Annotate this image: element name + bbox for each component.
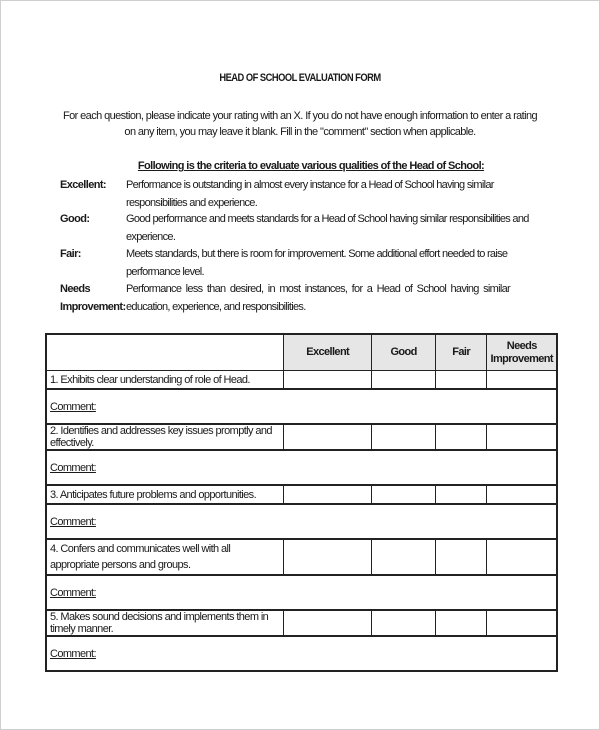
item-text: 5. Makes sound decisions and implements them in timely manner. [46,610,283,636]
header-needs-improvement [487,334,557,371]
rating-cell-fair[interactable] [435,539,487,575]
table-row-comment-5 [46,636,557,671]
table-row-item-4 [46,539,557,575]
comment-label: Comment: [50,515,96,528]
comment-label: Comment: [50,647,96,660]
header-needs-line1: Needs [506,339,537,352]
criteria-desc-good: Good performance and meets standards for a Head of School having similar responsibilities and experience. [126,213,529,243]
criteria-desc-fair: Meets standards, but there is room for improvement. Some additional effort needed to raise performance level. [126,248,508,278]
item-text: 3. Anticipates future problems and opportunities. [46,485,283,504]
rating-cell-good[interactable] [372,610,436,636]
comment-field[interactable] [46,636,557,671]
rating-cell-needs-improvement[interactable] [487,539,557,575]
criteria-label-excellent: Excellent: [60,179,106,191]
comment-label: Comment: [50,400,96,413]
form-instructions: For each question, please indicate your rating with an X. If you do not have enough information to enter a rating on any item, you may leave it blank. Fill in the "comment" section when applicable. [63,110,537,138]
criteria-label-line2: Improvement: [60,301,126,313]
comment-field[interactable] [46,450,557,485]
rating-cell-excellent[interactable] [283,539,371,575]
rating-cell-needs-improvement[interactable] [487,485,557,504]
comment-field[interactable] [46,389,557,424]
comment-field[interactable] [46,575,557,610]
criteria-desc-excellent: Performance is outstanding in almost every instance for a Head of School having similar responsibilities and experience. [126,179,494,209]
table-header-row [46,334,557,371]
header-good: Good [372,334,436,371]
header-needs-line2: Improvement [490,352,553,365]
rating-cell-good[interactable] [372,539,436,575]
item-text: 4. Confers and communicates well with all appropriate persons and groups. [46,539,283,575]
item-text: 1. Exhibits clear understanding of role of Head. [46,371,283,390]
rating-cell-excellent[interactable] [283,424,371,450]
table-row-item-2 [46,424,557,450]
table-row-comment-1 [46,389,557,424]
table-row-item-5 [46,610,557,636]
rating-cell-needs-improvement[interactable] [487,610,557,636]
rating-cell-good[interactable] [372,485,436,504]
rating-cell-excellent[interactable] [283,371,371,390]
table-row-item-3 [46,485,557,504]
rating-cell-excellent[interactable] [283,610,371,636]
criteria-label-line1: Needs [60,283,91,295]
item-text: 2. Identifies and addresses key issues promptly and effectively. [46,424,283,450]
header-fair: Fair [435,334,487,371]
table-row-item-1 [46,371,557,390]
table-row-comment-3 [46,504,557,539]
rating-cell-needs-improvement[interactable] [487,371,557,390]
header-excellent: Excellent [283,334,371,371]
form-title: HEAD OF SCHOOL EVALUATION FORM [219,72,381,84]
table-row-comment-2 [46,450,557,485]
criteria-label-needs-improvement [60,280,126,316]
comment-field[interactable] [46,504,557,539]
rating-cell-excellent[interactable] [283,485,371,504]
evaluation-table [45,333,558,672]
rating-cell-fair[interactable] [435,485,487,504]
rating-cell-fair[interactable] [435,424,487,450]
criteria-label-fair: Fair: [60,248,81,260]
rating-cell-needs-improvement[interactable] [487,424,557,450]
rating-cell-fair[interactable] [435,371,487,390]
rating-cell-good[interactable] [372,371,436,390]
header-blank [46,334,283,371]
comment-label: Comment: [50,586,96,599]
criteria-desc-needs-improvement: Performance less than desired, in most instances, for a Head of School having similar education, experience, and responsibilities. [126,283,510,313]
criteria-label-good: Good: [60,213,90,225]
table-row-comment-4 [46,575,557,610]
criteria-heading: Following is the criteria to evaluate various qualities of the Head of School: [137,160,485,172]
rating-cell-good[interactable] [372,424,436,450]
comment-label: Comment: [50,461,96,474]
rating-cell-fair[interactable] [435,610,487,636]
